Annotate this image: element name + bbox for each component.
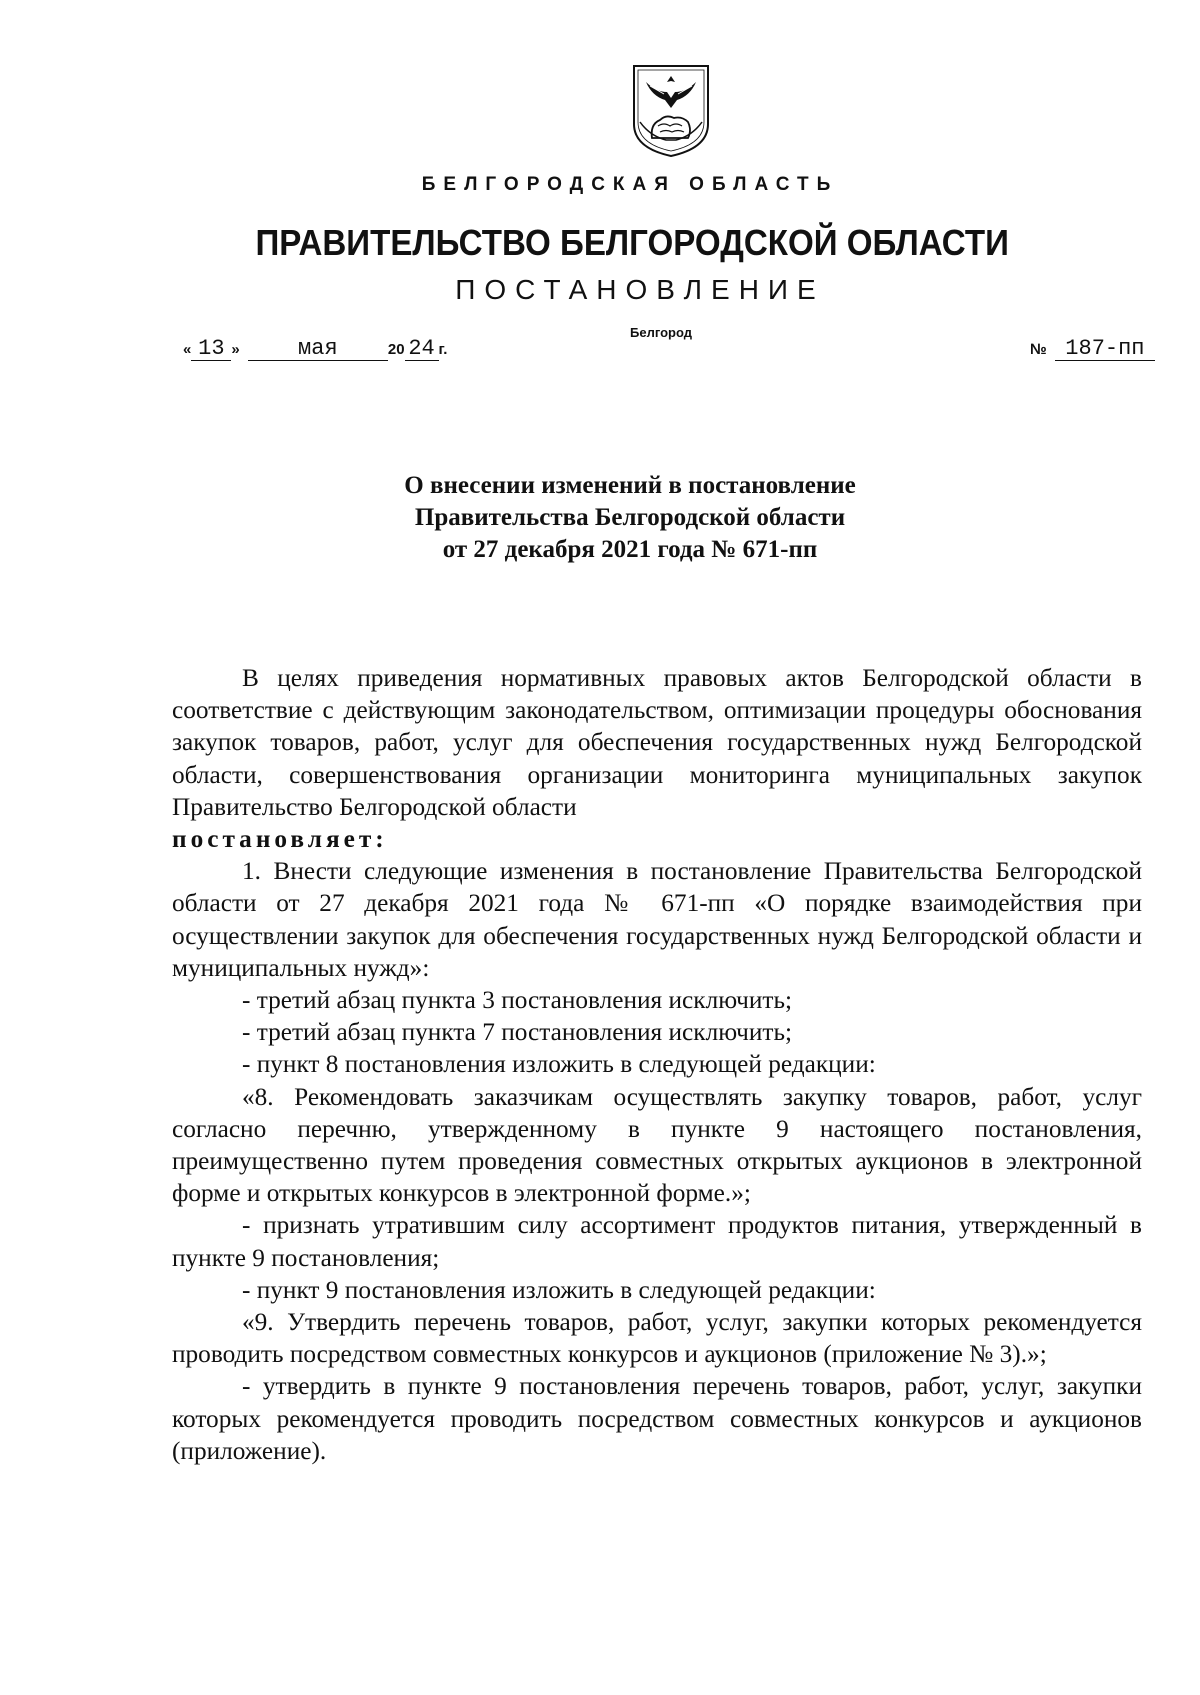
title-line-3: от 27 декабря 2021 года № 671-пп: [442, 536, 818, 563]
title-line-2: Правительства Белгородской области: [414, 504, 846, 531]
decree-date: [183, 338, 447, 361]
paragraph-4: - пункт 8 постановления изложить в следующей редакции:: [242, 1050, 876, 1079]
resolves-word: постановляет:: [172, 825, 388, 854]
number-label: №: [1030, 341, 1047, 358]
paragraph-1: 1. Внести следующие изменения в постановление Правительства Белгородской области от 27 декабря 2021 года № 671-пп «О порядке взаимодействия при осуществлении закупок для обеспечения государственных нужд Белгородской области и муниципальных нужд»:: [172, 857, 1142, 982]
region-name: БЕЛГОРОДСКАЯ ОБЛАСТЬ: [421, 174, 839, 195]
date-open-quote: «: [183, 341, 192, 358]
paragraph-8: «9. Утвердить перечень товаров, работ, услуг, закупки которых рекомендуется проводить посредством совместных конкурсов и аукционов (приложение № 3).»;: [172, 1308, 1142, 1369]
paragraph-3: - третий абзац пункта 7 постановления исключить;: [242, 1018, 793, 1047]
date-close-quote: »: [231, 341, 240, 358]
resolves-paragraph: [172, 823, 1142, 855]
decree-title: [0, 470, 1200, 566]
decree-type: ПОСТАНОВЛЕНИЕ: [455, 274, 825, 305]
date-day: 13: [191, 338, 231, 361]
date-year-suffix: 24: [405, 338, 439, 361]
coat-of-arms-emblem: [630, 62, 712, 158]
number-value: 187-пп: [1055, 338, 1155, 361]
title-line-1: О внесении изменений в постановление: [404, 472, 856, 499]
government-name: ПРАВИТЕЛЬСТВО БЕЛГОРОДСКОЙ ОБЛАСТИ: [255, 222, 1009, 263]
decree-body: [172, 662, 1142, 1467]
paragraph-2: - третий абзац пункта 3 постановления исключить;: [242, 986, 793, 1015]
city-name: Белгород: [630, 325, 692, 340]
paragraph-6: - признать утратившим силу ассортимент продуктов питания, утвержденный в пункте 9 постановления;: [172, 1211, 1142, 1272]
paragraph-9: - утвердить в пункте 9 постановления перечень товаров, работ, услуг, закупки которых рекомендуется проводить посредством совместных конкурсов и аукционов (приложение).: [172, 1372, 1142, 1465]
paragraph-5: «8. Рекомендовать заказчикам осуществлять закупку товаров, работ, услуг согласно перечню, утвержденному в пункте 9 настоящего постановления, преимущественно путем проведения совместных открытых аукционов в электронной форме и открытых конкурсов в электронной форме.»;: [172, 1082, 1142, 1208]
date-year-prefix: 20: [387, 341, 405, 358]
date-year-mark: г.: [438, 341, 448, 358]
date-month: мая: [248, 338, 388, 361]
preamble-paragraph: В целях приведения нормативных правовых актов Белгородской области в соответствие с действующим законодательством, оптимизации процедуры обоснования закупок товаров, работ, услуг для обеспечения государственных нужд Белгородской области, совершенствования организации мониторинга муниципальных закупок Правительство Белгородской области: [172, 664, 1142, 821]
paragraph-7: - пункт 9 постановления изложить в следующей редакции:: [242, 1275, 876, 1304]
decree-number: [1030, 338, 1155, 361]
